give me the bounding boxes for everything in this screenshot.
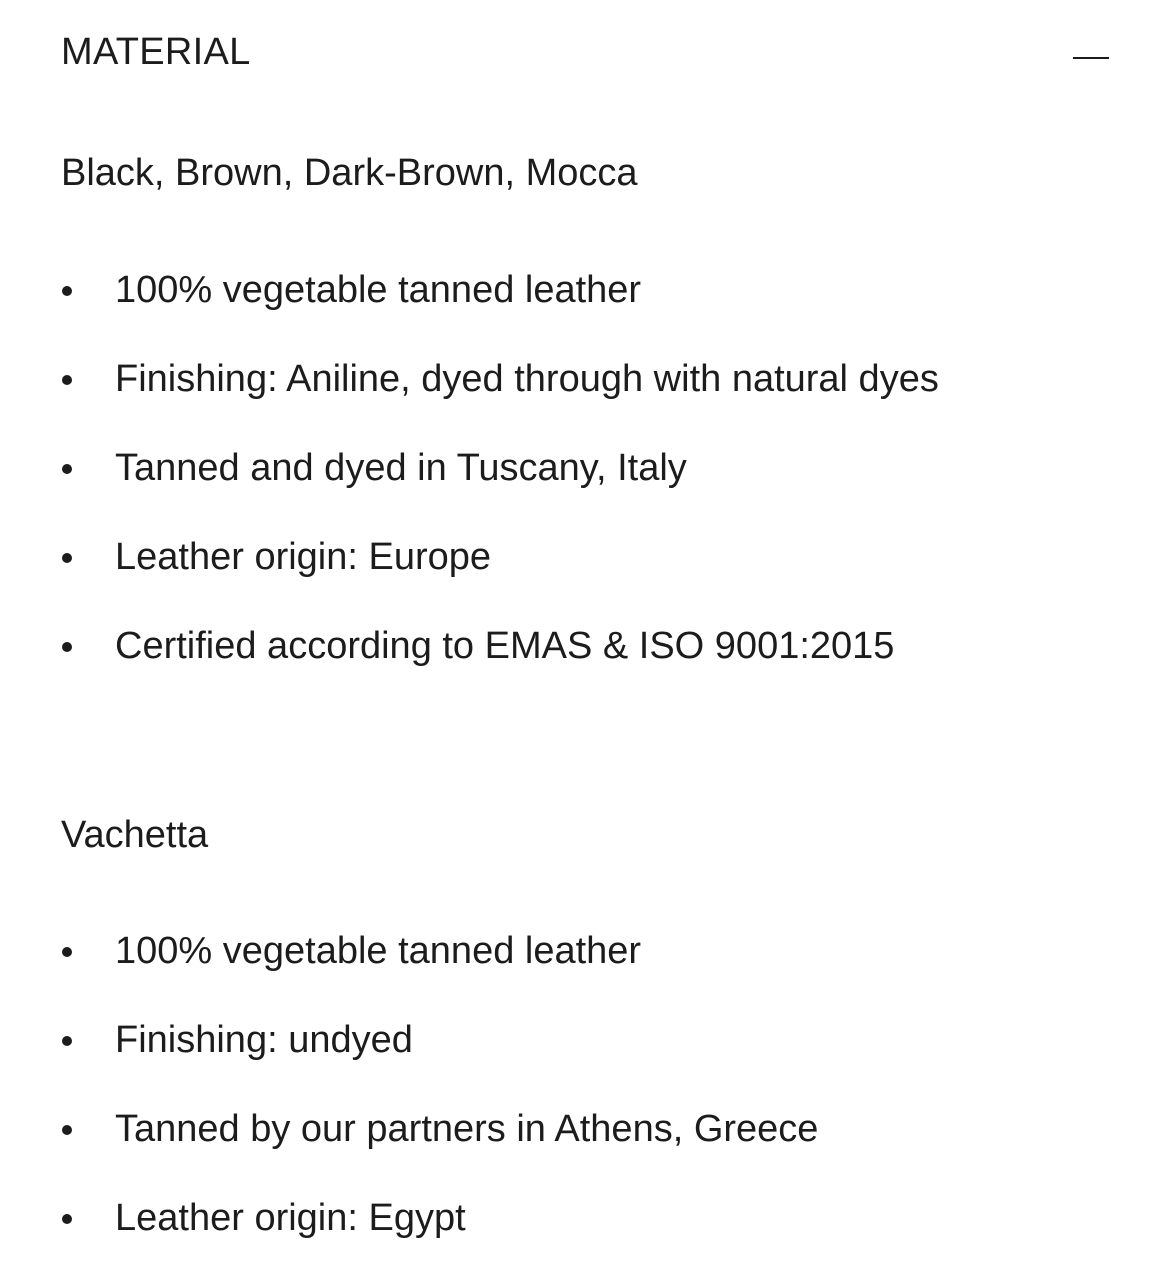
section-heading-colors: Black, Brown, Dark-Brown, Mocca [61,152,638,194]
list-item: Finishing: Aniline, dyed through with natural dyes [61,344,1021,415]
material-accordion-header[interactable] [61,24,1111,82]
feature-list-vachetta [61,916,1021,1272]
feature-list-colors [61,255,1021,700]
list-item: 100% vegetable tanned leather [61,916,1021,987]
list-item: 100% vegetable tanned leather [61,255,1021,326]
collapse-toggle-button[interactable] [1071,38,1111,78]
accordion-title: MATERIAL [61,31,251,73]
list-item: Tanned by our partners in Athens, Greece [61,1094,1021,1165]
list-item: Tanned and dyed in Tuscany, Italy [61,433,1021,504]
list-item: Leather origin: Egypt [61,1183,1021,1254]
minus-icon [1073,57,1109,59]
list-item: Leather origin: Europe [61,522,1021,593]
section-heading-vachetta: Vachetta [61,814,209,856]
list-item: Certified according to EMAS & ISO 9001:2015 [61,611,1021,682]
list-item: Finishing: undyed [61,1005,1021,1076]
